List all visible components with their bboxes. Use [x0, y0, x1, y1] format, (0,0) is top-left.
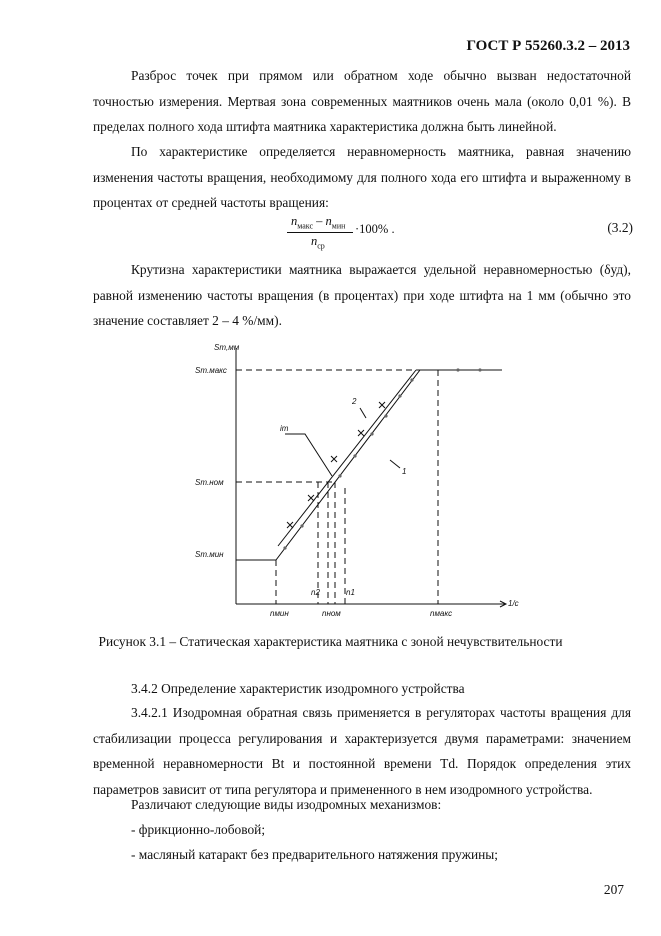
x-axis-title: 1/с	[508, 599, 519, 608]
x-label-n1: n1	[346, 588, 355, 597]
paragraph-3: Крутизна характеристики маятника выражается удельной неравномерностью (δуд), равной изменению частоты вращения (в процентах) при ходе штифта на 1 мм (обычно это значение составляет 2 – 4 %/мм).	[93, 262, 631, 328]
curve-1-leader	[390, 460, 400, 468]
static-characteristic-figure	[190, 338, 520, 623]
formula-n-avg: n	[311, 234, 318, 248]
page-number: 207	[603, 882, 624, 897]
formula-n-max: n	[291, 214, 298, 228]
paragraph-5: Различают следующие виды изодромных механизмов:	[131, 797, 442, 812]
dot-markers	[283, 368, 481, 549]
curve-1-label: 1	[402, 467, 407, 476]
figure-caption: Рисунок 3.1 – Статическая характеристика маятника с зоной нечувствительности	[98, 634, 563, 649]
curve-2-label: 2	[352, 397, 357, 406]
section-heading: 3.4.2 Определение характеристик изодромного устройства	[131, 681, 465, 696]
im-leader	[285, 434, 332, 476]
guide-lines	[236, 370, 505, 604]
x-label-nmin: nмин	[270, 609, 289, 618]
formula-n-min: n	[325, 214, 332, 228]
x-label-n2: n2	[311, 588, 320, 597]
document-header: ГОСТ Р 55260.3.2 – 2013	[466, 38, 630, 54]
paragraph-1: Разброс точек при прямом или обратном ходе обычно вызван недостаточной точностью измерения. Мертвая зона современных маятников очень мала (около 0,01 %). В пределах полного хода штифта маятника характеристика должна быть линейной.	[93, 68, 631, 134]
im-label: im	[280, 424, 289, 433]
characteristic-line-1	[236, 370, 500, 560]
x-label-nmax: nмакс	[430, 609, 453, 618]
curve-2-leader	[360, 408, 366, 418]
formula-tail: ·100% .	[355, 222, 395, 236]
formula-sub-avg: ср	[317, 241, 325, 251]
y-label-max: Sm.макс	[195, 366, 227, 375]
cross-markers	[287, 402, 385, 528]
formula-minus: –	[313, 214, 326, 228]
fraction-bar	[287, 232, 353, 233]
characteristic-line-2	[278, 370, 416, 546]
y-label-min: Sm.мин	[195, 550, 224, 559]
y-label-nom: Sm.ном	[195, 478, 224, 487]
formula-sub-max: макс	[297, 221, 314, 231]
equation-number: (3.2)	[607, 220, 633, 235]
paragraph-4: 3.4.2.1 Изодромная обратная связь применяется в регуляторах частоты вращения для стабилизации процесса регулирования и характеризуется двумя параметрами: значением временной неравномерности Bt и постоянной времени Td. Порядок определения этих параметров зависит от типа регулятора и примененного в нем изодромного устройства.	[93, 705, 631, 797]
y-axis-title: Sm,мм	[214, 343, 240, 352]
list-item: - фрикционно-лобовой;	[131, 822, 266, 837]
list-item: - масляный катаракт без предварительного натяжения пружины;	[131, 847, 498, 862]
formula-sub-min: мин	[331, 221, 346, 231]
x-label-nnom: nном	[322, 609, 341, 618]
formula-3-2	[287, 214, 427, 252]
paragraph-2: По характеристике определяется неравномерность маятника, равная значению изменения частоты вращения, необходимому для полного хода его штифта и выраженному в процентах от средней частоты вращения:	[93, 144, 631, 210]
